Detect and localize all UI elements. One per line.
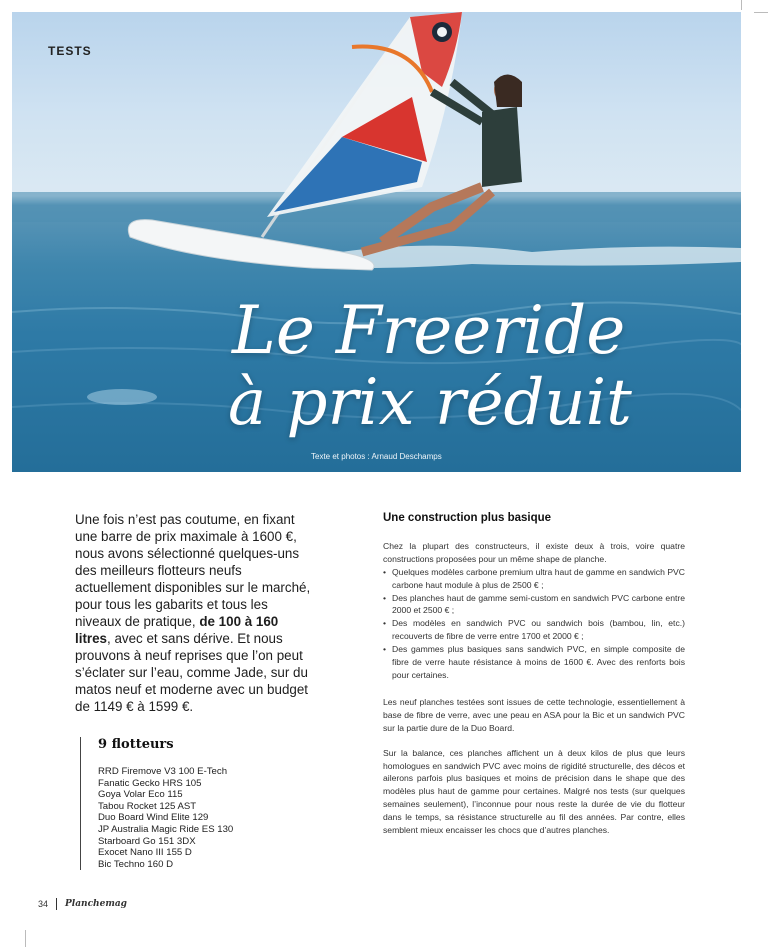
construction-list	[383, 566, 685, 682]
page-footer	[38, 898, 127, 910]
board-list	[98, 766, 323, 870]
board-list-item: Tabou Rocket 125 AST	[98, 800, 197, 812]
construction-item: • Quelques modèles carbone premium ultra haut de gamme en sandwich PVC carbone haut module à plus de 2500 € ;	[383, 566, 685, 592]
magazine-brand: Planchemag	[65, 899, 127, 909]
board-list-item: Fanatic Gecko HRS 105	[98, 777, 202, 789]
boards-sidebar	[80, 737, 323, 870]
construction-item: • Des modèles en sandwich PVC ou sandwich bois (bambou, lin, etc.) recouverts de fibre de verre entre 1700 et 2000 € ;	[383, 617, 685, 643]
board-list-item: Starboard Go 151 3DX	[98, 835, 196, 847]
article-title-line2: à prix réduit	[228, 366, 632, 440]
board-list-item: RRD Firemove V3 100 E-Tech	[98, 766, 228, 777]
sidebar-title: 9 flotteurs	[98, 737, 174, 752]
construction-item: • Des gammes plus basiques sans sandwich PVC, en simple composite de fibre de verre haute résistance à moins de 1600 €. Avec des renforts bois pour certaines.	[383, 643, 685, 682]
board-list-item: Exocet Nano III 155 D	[98, 847, 192, 859]
board-list-item: Bic Techno 160 D	[98, 858, 174, 870]
crop-mark-top	[741, 0, 742, 10]
intro-text-end: , avec et sans dérive. Et nous prouvons à neuf reprises que l’on peut s’éclater sur l’eau, comme Jade, sur du matos neuf et moderne avec un budget de 1149 € à 1599 €.	[75, 631, 309, 714]
section-heading: Une construction plus basique	[383, 512, 552, 524]
crop-mark-bottom	[25, 930, 26, 947]
paragraph-balance: Sur la balance, ces planches affichent un à deux kilos de plus que leurs homologues en sandwich PVC avec moins de rigidité structurelle, des décos et ailerons parfois plus basiques et moins de précision dans le shape que des modèles plus haut de gamme pour certaines. Malgré nos tests (sur quelques semaines seulement), l’inconnue pour nous reste la durée de vie du flotteur dans le temps, sa résistance structurelle au fil des années. Par contre, elles semblent mieux encaisser les chocs que d’autres planches.	[383, 747, 685, 836]
board-list-item: Duo Board Wind Elite 129	[98, 812, 209, 824]
board-list-item: Goya Volar Eco 115	[98, 789, 183, 801]
photo-credit: Texte et photos : Arnaud Deschamps	[311, 452, 442, 461]
paragraph-constructions: Chez la plupart des constructeurs, il existe deux à trois, voire quatre constructions proposées pour un même shape de planche.	[383, 540, 685, 564]
article-body	[383, 512, 685, 849]
construction-item: • Des planches haut de gamme semi-custom en sandwich PVC carbone entre 2000 et 2500 € ;	[383, 592, 685, 618]
crop-mark-right	[754, 12, 768, 13]
section-tag: TESTS	[48, 44, 92, 58]
article-title-line1: Le Freeride	[232, 292, 626, 369]
page-number: 34	[38, 899, 49, 909]
intro-paragraph	[75, 511, 315, 715]
intro-text-start: Une fois n’est pas coutume, en fixant une barre de prix maximale à 1600 €, nous avons sélectionné quelques-uns des meilleurs flotteurs neufs actuellement disponibles sur le marché, pour tous les gabarits et tous les niveaux de pratique,	[75, 512, 311, 629]
footer-divider	[56, 898, 57, 910]
board-list-item: JP Australia Magic Ride ES 130	[98, 823, 234, 835]
intro-bold-range: de 100 à 160 litres	[75, 614, 279, 646]
paragraph-technology: Les neuf planches testées sont issues de cette technologie, essentiellement à base de fibre de verre, avec une peau en ASA pour la Bic et un sandwich PVC sur la partie dure de la Duo Board.	[383, 696, 685, 733]
